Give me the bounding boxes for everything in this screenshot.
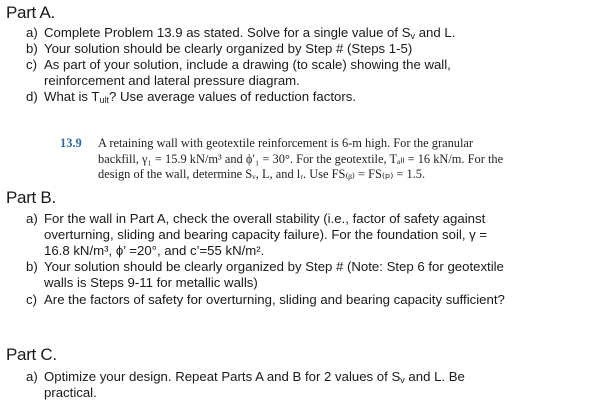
item-text: As part of your solution, include a drawing (to scale) showing the wall,: [44, 57, 451, 72]
item-text: Are the factors of safety for overturning, sliding and bearing capacity sufficient?: [44, 292, 505, 307]
part-a-item-c-cont: reinforcement and lateral pressure diagram.: [44, 73, 300, 88]
item-text-tail: and L. Be: [404, 369, 465, 384]
part-a-item-b: [26, 41, 586, 56]
part-b-item-c: [26, 292, 586, 307]
item-text-tail: ? Use average values of reduction factors.: [108, 89, 357, 104]
problem-line-1: A retaining wall with geotextile reinforcement is 6-m high. For the granular: [98, 136, 474, 150]
item-label: c): [26, 57, 37, 72]
part-b-item-b: [26, 259, 586, 274]
part-c-title: Part C.: [6, 345, 57, 364]
item-label: a): [26, 369, 38, 384]
part-b-item-a-cont-1: overturning, sliding and bearing capacity failure). For the foundation soil, γ =: [44, 227, 488, 242]
part-b-item-a: [26, 211, 586, 226]
item-text: Complete Problem 13.9 as stated. Solve for a single value of S: [44, 25, 411, 40]
part-a-title: Part A.: [6, 3, 55, 22]
item-label: a): [26, 211, 38, 226]
item-label: b): [26, 41, 38, 56]
item-text: Optimize your design. Repeat Parts A and B for 2 values of S: [44, 369, 401, 384]
problem-line-3: design of the wall, determine Sᵥ, L, and lᵣ. Use FS₍ᵦ₎ = FS₍ₚ₎ = 1.5.: [98, 167, 426, 181]
problem-line-2: backfill, γ₁ = 15.9 kN/m³ and ϕ′₁ = 30°. For the geotextile, Tₐₗₗ = 16 kN/m. For the: [98, 151, 504, 166]
part-a-item-c: [26, 57, 586, 72]
item-label: d): [26, 89, 38, 104]
problem-statement: [60, 136, 590, 183]
item-text: For the wall in Part A, check the overall stability (i.e., factor of safety against: [44, 211, 486, 226]
item-subscript: v: [400, 375, 405, 385]
item-text-tail: and L.: [415, 25, 456, 40]
item-subscript: ult: [99, 95, 109, 105]
part-b-title: Part B.: [6, 188, 56, 207]
item-label: b): [26, 259, 38, 274]
item-text: Your solution should be clearly organized by Step # (Note: Step 6 for geotextile: [44, 259, 504, 274]
item-text: What is T: [44, 89, 100, 104]
item-label: a): [26, 25, 38, 40]
problem-number: 13.9: [60, 136, 82, 150]
part-c-item-a-cont: practical.: [44, 385, 97, 400]
part-a-item-d: [26, 89, 586, 108]
item-subscript: v: [410, 31, 416, 41]
part-b-item-b-cont: walls is Steps 9-11 for metallic walls): [44, 275, 258, 290]
item-label: c): [26, 292, 37, 307]
item-text: Your solution should be clearly organized by Step # (Steps 1-5): [44, 41, 413, 56]
part-b-item-a-cont-2: 16.8 kN/m³, ϕ’ =20°, and c’=55 kN/m².: [44, 243, 265, 258]
